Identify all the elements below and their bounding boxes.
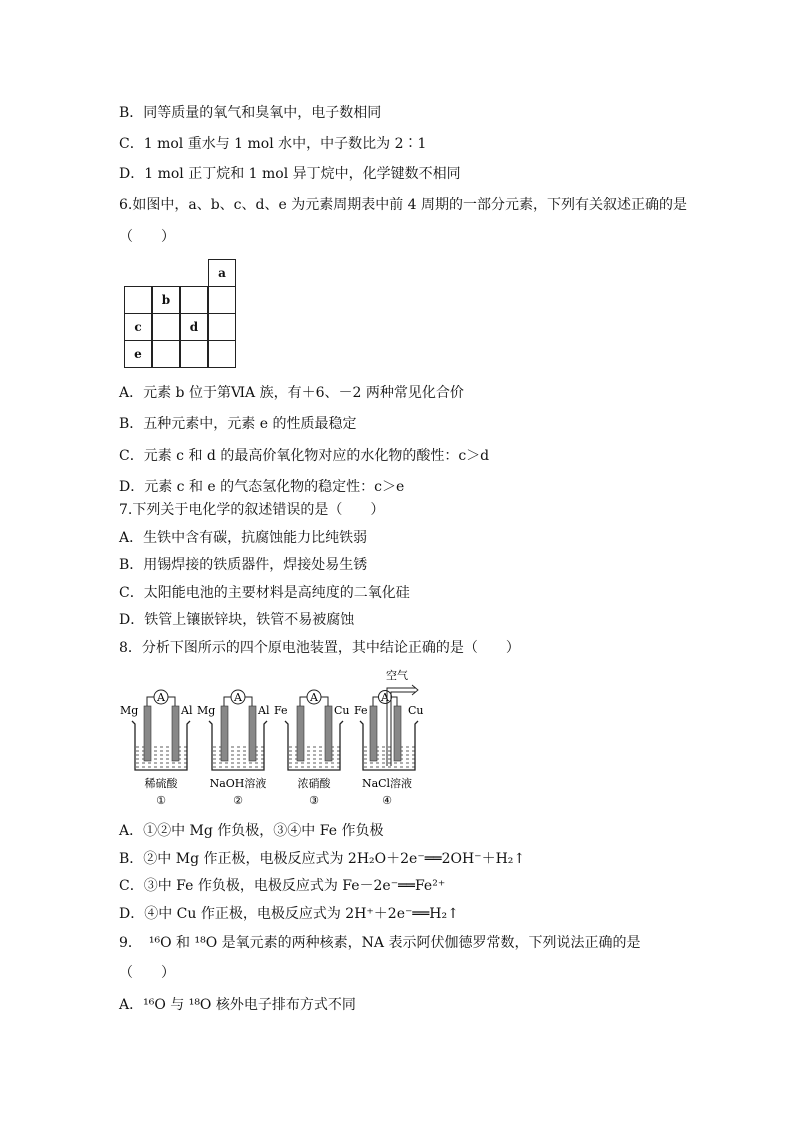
cell-empty <box>208 313 236 341</box>
cell-empty <box>208 286 236 314</box>
ammeter-label-4: A <box>381 691 389 704</box>
electrode-left-4: Fe <box>354 704 368 717</box>
electrode-right-1: Al <box>181 704 193 717</box>
question-6-stem: 6.如图中，a、b、c、d、e 为元素周期表中前 4 周期的一部分元素，下列有关叙述正确的是 <box>119 197 688 213</box>
periodic-table-fragment <box>124 259 237 370</box>
option-b-q5: B．同等质量的氧气和臭氧中，电子数相同 <box>119 105 382 121</box>
galvanic-cells-diagram <box>118 666 430 816</box>
ammeter-label-3: A <box>310 691 318 704</box>
electrode-left-1: Mg <box>120 704 139 717</box>
cell-e: e <box>124 340 152 368</box>
beaker-2 <box>197 690 270 807</box>
beaker-3 <box>274 690 350 807</box>
electrode-left-3: Fe <box>274 704 288 717</box>
option-c-q5: C．1 mol 重水与 1 mol 水中，中子数比为 2∶1 <box>119 136 427 152</box>
option-a-q8: A．①②中 Mg 作负极，③④中 Fe 作负极 <box>119 823 384 839</box>
option-c-q8: C．③中 Fe 作负极，电极反应式为 Fe－2e⁻══Fe²⁺ <box>119 878 446 894</box>
ammeter-label-1: A <box>157 691 165 704</box>
cell-c: c <box>124 313 152 341</box>
option-c-q7: C．太阳能电池的主要材料是高纯度的二氧化硅 <box>119 585 410 601</box>
question-8-stem: 8．分析下图所示的四个原电池装置，其中结论正确的是（ ） <box>119 640 520 656</box>
option-d-q8: D．④中 Cu 作正极，电极反应式为 2H⁺＋2e⁻══H₂↑ <box>119 906 459 922</box>
option-a-q7: A．生铁中含有碳，抗腐蚀能力比纯铁弱 <box>119 530 368 546</box>
question-7-stem: 7.下列关于电化学的叙述错误的是（ ） <box>119 502 385 518</box>
option-c-q6: C．元素 c 和 d 的最高价氧化物对应的水化物的酸性：c＞d <box>119 448 490 464</box>
beaker-4 <box>354 668 424 807</box>
electrode-right-2: Al <box>258 704 270 717</box>
air-label: 空气 <box>386 669 408 682</box>
electrode-right-4: Cu <box>408 704 424 717</box>
option-b-q7: B．用锡焊接的铁质器件，焊接处易生锈 <box>119 557 368 573</box>
option-d-q7: D．铁管上镶嵌锌块，铁管不易被腐蚀 <box>119 612 355 628</box>
option-a-q6: A．元素 b 位于第ⅥA 族，有＋6、－2 两种常见化合价 <box>119 385 464 401</box>
beaker-number-4: ④ <box>382 794 392 807</box>
beaker-1 <box>120 690 193 807</box>
cell-empty <box>208 340 236 368</box>
option-b-q6: B．五种元素中，元素 e 的性质最稳定 <box>119 416 357 432</box>
cell-empty <box>152 340 180 368</box>
question-9-stem: 9． ¹⁶O 和 ¹⁸O 是氧元素的两种核素，NA 表示阿伏伽德罗常数，下列说法正确的是 <box>119 935 641 951</box>
air-arrow-icon <box>412 685 418 695</box>
cell-empty <box>180 340 208 368</box>
option-b-q8: B．②中 Mg 作正极，电极反应式为 2H₂O＋2e⁻══2OH⁻＋H₂↑ <box>119 851 526 867</box>
solution-label-1: 稀硫酸 <box>144 777 178 790</box>
solution-label-2: NaOH溶液 <box>209 777 267 790</box>
solution-label-4: NaCl溶液 <box>361 777 413 790</box>
beaker-number-3: ③ <box>309 794 319 807</box>
cell-b: b <box>152 286 180 314</box>
cell-empty <box>124 286 152 314</box>
question-6-bracket: （ ） <box>119 229 175 245</box>
cell-a: a <box>208 259 236 287</box>
question-9-bracket: （ ） <box>119 965 175 981</box>
electrode-right-3: Cu <box>334 704 350 717</box>
cell-empty <box>152 313 180 341</box>
option-d-q6: D．元素 c 和 e 的气态氢化物的稳定性：c＞e <box>119 479 405 495</box>
electrode-left-2: Mg <box>197 704 216 717</box>
beaker-number-1: ① <box>156 794 166 807</box>
option-a-q9: A．¹⁶O 与 ¹⁸O 核外电子排布方式不同 <box>119 997 356 1013</box>
option-d-q5: D．1 mol 正丁烷和 1 mol 异丁烷中，化学键数不相同 <box>119 166 461 182</box>
cell-d: d <box>180 313 208 341</box>
ammeter-label-2: A <box>234 691 242 704</box>
cell-empty <box>180 286 208 314</box>
solution-label-3: 浓硝酸 <box>297 777 331 790</box>
beaker-number-2: ② <box>233 794 243 807</box>
